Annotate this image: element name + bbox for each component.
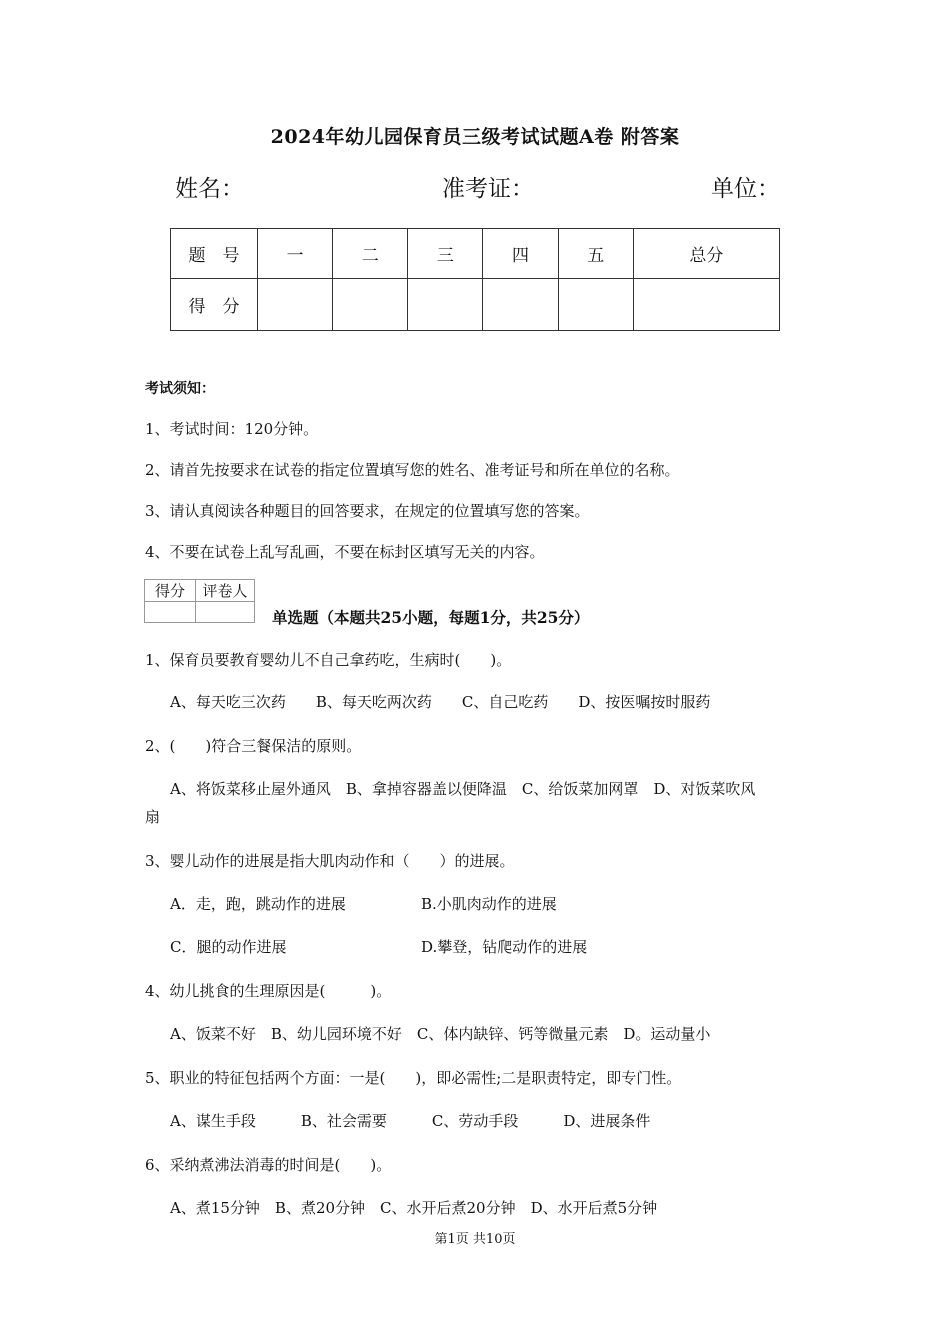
question-options: A、谋生手段 B、社会需要 C、劳动手段 D、进展条件 (170, 1112, 651, 1130)
question-options: A、煮15分钟 B、煮20分钟 C、水开后煮20分钟 D、水开后煮5分钟 (170, 1199, 658, 1217)
question-text: 3、婴儿动作的进展是指大肌肉动作和（ ）的进展。 (145, 852, 515, 870)
notice-item: 3、请认真阅读各种题目的回答要求，在规定的位置填写您的答案。 (145, 502, 590, 520)
notice-item: 1、考试时间：120分钟。 (145, 420, 319, 438)
question-text: 4、幼儿挑食的生理原因是( )。 (145, 982, 392, 1000)
grader-score-label: 得分 (145, 580, 196, 602)
grader-reviewer-label: 评卷人 (196, 580, 255, 602)
score-header-cell: 四 (483, 229, 558, 279)
question-option: C．腿的动作进展 (170, 938, 287, 956)
score-input-cell[interactable] (408, 279, 483, 331)
score-header-cell: 总分 (633, 229, 779, 279)
score-header-cell: 题 号 (171, 229, 258, 279)
page-title: 2024年幼儿园保育员三级考试试题A卷 附答案 (270, 126, 680, 148)
question-text: 1、保育员要教育婴幼儿不自己拿药吃，生病时( )。 (145, 651, 512, 669)
section-title: 单选题（本题共25小题，每题1分，共25分） (272, 608, 590, 627)
score-table-score-row (171, 279, 780, 331)
grader-score-cell[interactable] (145, 602, 196, 623)
grader-reviewer-cell[interactable] (196, 602, 255, 623)
name-label: 姓名： (175, 176, 244, 202)
question-options: A、饭菜不好 B、幼儿园环境不好 C、体内缺锌、钙等微量元素 D。运动量小 (170, 1025, 711, 1043)
score-input-cell[interactable] (633, 279, 779, 331)
question-text: 5、职业的特征包括两个方面：一是( )，即必需性;二是职责特定，即专门性。 (145, 1069, 682, 1087)
score-input-cell[interactable] (333, 279, 408, 331)
page-footer: 第1页 共10页 (434, 1232, 516, 1247)
question-option: A．走，跑，跳动作的进展 (170, 895, 346, 913)
score-table-header-row (171, 229, 780, 279)
score-table (170, 228, 780, 331)
notice-item: 4、不要在试卷上乱写乱画，不要在标封区填写无关的内容。 (145, 543, 545, 561)
score-input-cell[interactable] (483, 279, 558, 331)
unit-label: 单位： (711, 176, 780, 202)
grader-box (144, 579, 255, 623)
score-header-cell: 五 (558, 229, 633, 279)
notice-heading: 考试须知： (145, 381, 215, 397)
question-options: A、将饭菜移止屋外通风 B、拿掉容器盖以便降温 C、给饭菜加网罩 D、对饭菜吹风 (170, 780, 756, 798)
score-header-cell: 二 (333, 229, 408, 279)
question-text: 6、采纳煮沸法消毒的时间是( )。 (145, 1156, 392, 1174)
question-option: B.小肌肉动作的进展 (421, 895, 557, 913)
question-text: 2、( )符合三餐保洁的原则。 (145, 737, 362, 755)
score-header-cell: 一 (258, 229, 333, 279)
score-input-cell[interactable] (258, 279, 333, 331)
question-options: A、每天吃三次药 B、每天吃两次药 C、自己吃药 D、按医嘱按时服药 (170, 693, 711, 711)
notice-item: 2、请首先按要求在试卷的指定位置填写您的姓名、准考证号和所在单位的名称。 (145, 461, 680, 479)
score-input-cell[interactable] (558, 279, 633, 331)
question-options-wrap: 扇 (145, 808, 161, 826)
score-row-label: 得 分 (171, 279, 258, 331)
exam-id-label: 准考证： (442, 176, 534, 202)
score-header-cell: 三 (408, 229, 483, 279)
question-option: D.攀登，钻爬动作的进展 (421, 938, 588, 956)
